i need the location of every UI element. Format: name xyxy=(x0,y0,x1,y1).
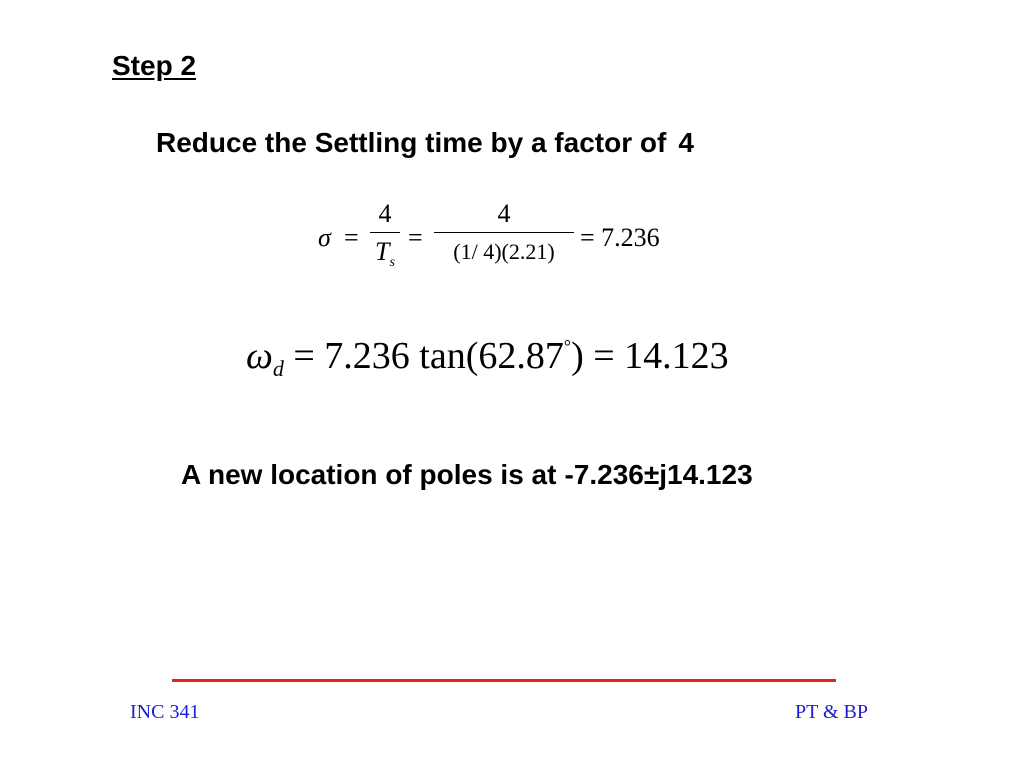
slide-title: Step 2 xyxy=(112,50,197,81)
sigma-symbol: σ xyxy=(318,223,331,252)
newloc-text: A new location of poles is at xyxy=(181,459,557,490)
omega-equation xyxy=(246,334,729,382)
fraction-4-over-product xyxy=(434,199,574,267)
omega-subscript: d xyxy=(272,356,284,381)
omega-symbol: ω xyxy=(246,335,273,377)
equals-sign-2: = xyxy=(408,223,423,252)
fraction-1-numerator: 4 xyxy=(378,199,392,228)
footer-course-code: INC 341 xyxy=(130,701,200,723)
new-pole-location xyxy=(181,459,753,491)
fraction-4-over-ts xyxy=(370,199,400,278)
omega-expression-a: = 7.236 tan(62.87 xyxy=(293,335,564,377)
omega-expression-b: ) = 14.123 xyxy=(571,335,729,377)
newloc-value: -7.236±j14.123 xyxy=(564,459,753,490)
reduce-factor: 4 xyxy=(678,127,694,158)
fraction-2-numerator: 4 xyxy=(497,199,511,228)
fraction-1-denominator: $T_s$ xyxy=(375,237,395,271)
reduce-statement xyxy=(156,127,694,159)
reduce-text: Reduce the Settling time by a factor of xyxy=(156,127,667,158)
fraction-2-denominator: (1/ 4)(2.21) xyxy=(453,239,555,264)
footer-authors: PT & BP xyxy=(795,701,868,723)
degree-symbol: ° xyxy=(563,336,572,356)
fraction-1-bar xyxy=(370,232,400,233)
fraction-2-bar xyxy=(434,232,574,233)
sigma-result: = 7.236 xyxy=(580,223,660,252)
equals-sign-1: = xyxy=(344,223,359,252)
footer-divider xyxy=(172,679,836,682)
